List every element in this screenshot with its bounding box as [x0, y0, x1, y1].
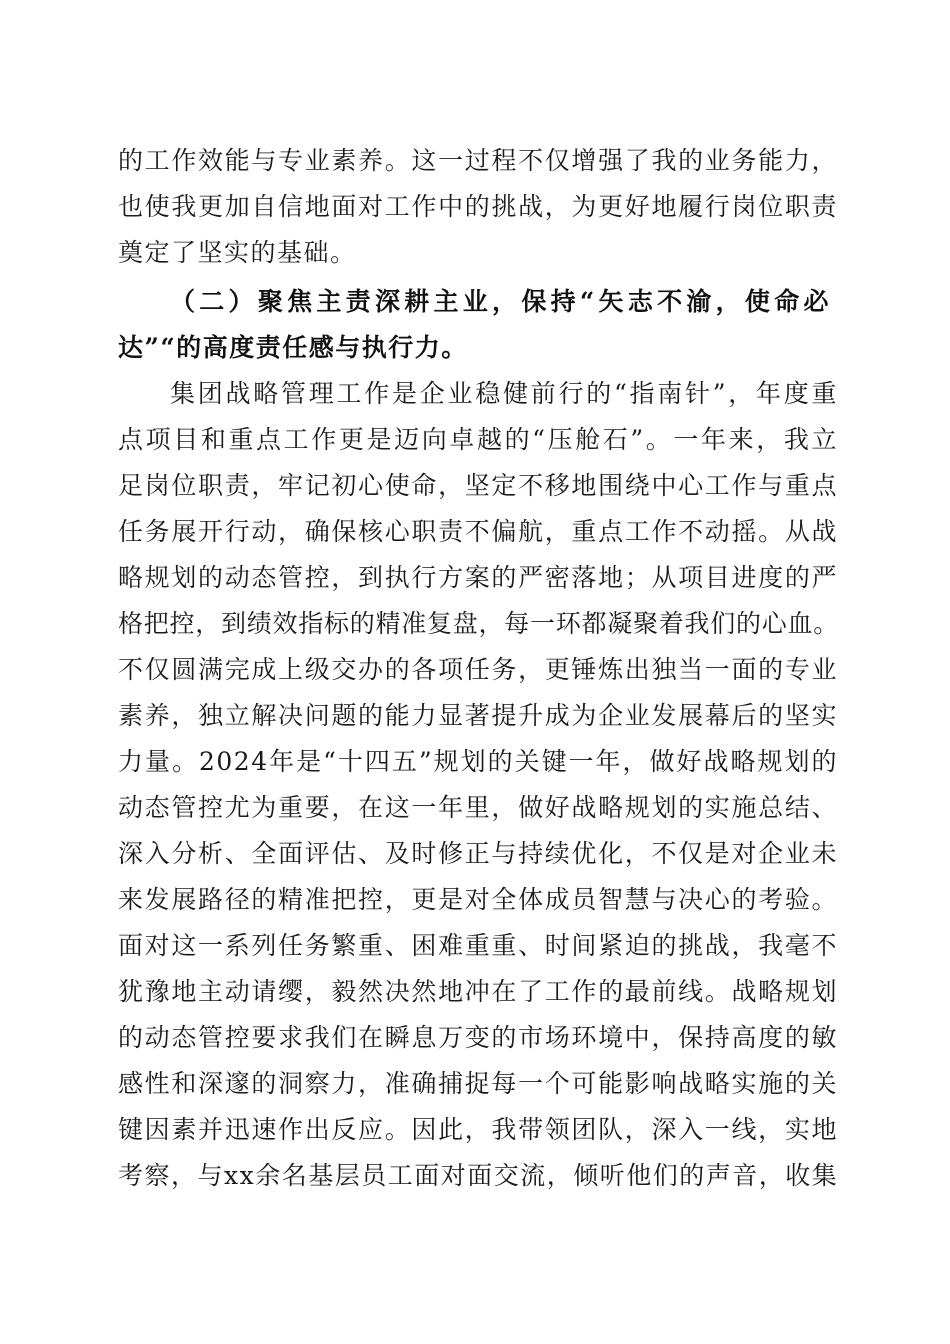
text-line-10: 略规划的动态管控，到执行方案的严密落地；从项目进度的严	[118, 563, 838, 592]
text-line-8: 足岗位职责，牢记初心使命，坚定不移地围绕中心工作与重点	[118, 471, 838, 500]
text-line-1: 的工作效能与专业素养。这一过程不仅增强了我的业务能力，	[118, 146, 838, 175]
text-line-21: 感性和深邃的洞察力，准确捕捉每一个可能影响战略实施的关	[118, 1069, 838, 1098]
text-line-22: 键因素并迅速作出反应。因此，我带领团队，深入一线，实地	[118, 1115, 838, 1144]
section-heading-line-1: （二）聚焦主责深耕主业，保持“矢志不渝，使命必	[170, 287, 830, 316]
text-line-23: 考察，与xx余名基层员工面对面交流，倾听他们的声音，收集	[118, 1161, 839, 1190]
section-heading-line-2: 达”“的高度责任感与执行力。	[118, 333, 468, 362]
text-line-11: 格把控，到绩效指标的精准复盘，每一环都凝聚着我们的心血。	[118, 609, 840, 638]
text-line-9: 任务展开行动，确保核心职责不偏航，重点工作不动摇。从战	[118, 517, 838, 546]
text-line-3: 奠定了坚实的基础。	[118, 238, 357, 267]
text-line-20: 的动态管控要求我们在瞬息万变的市场环境中，保持高度的敏	[118, 1023, 838, 1052]
text-line-13: 素养，独立解决问题的能力显著提升成为企业发展幕后的坚实	[118, 701, 838, 730]
text-line-12: 不仅圆满完成上级交办的各项任务，更锤炼出独当一面的专业	[118, 655, 838, 684]
text-line-16: 深入分析、全面评估、及时修正与持续优化，不仅是对企业未	[118, 839, 838, 868]
text-line-15: 动态管控尤为重要，在这一年里，做好战略规划的实施总结、	[118, 793, 838, 822]
paragraph-first-line: 集团战略管理工作是企业稳健前行的“指南针”，年度重	[170, 379, 838, 408]
text-line-19: 犹豫地主动请缨，毅然决然地冲在了工作的最前线。战略规划	[118, 977, 838, 1006]
text-line-17: 来发展路径的精准把控，更是对全体成员智慧与决心的考验。	[118, 885, 838, 914]
text-line-18: 面对这一系列任务繁重、困难重重、时间紧迫的挑战，我毫不	[118, 931, 838, 960]
text-line-2: 也使我更加自信地面对工作中的挑战，为更好地履行岗位职责	[118, 192, 838, 221]
text-line-7: 点项目和重点工作更是迈向卓越的“压舱石”。一年来，我立	[118, 425, 838, 454]
text-line-14: 力量。2024年是“十四五”规划的关键一年，做好战略规划的	[118, 747, 838, 776]
